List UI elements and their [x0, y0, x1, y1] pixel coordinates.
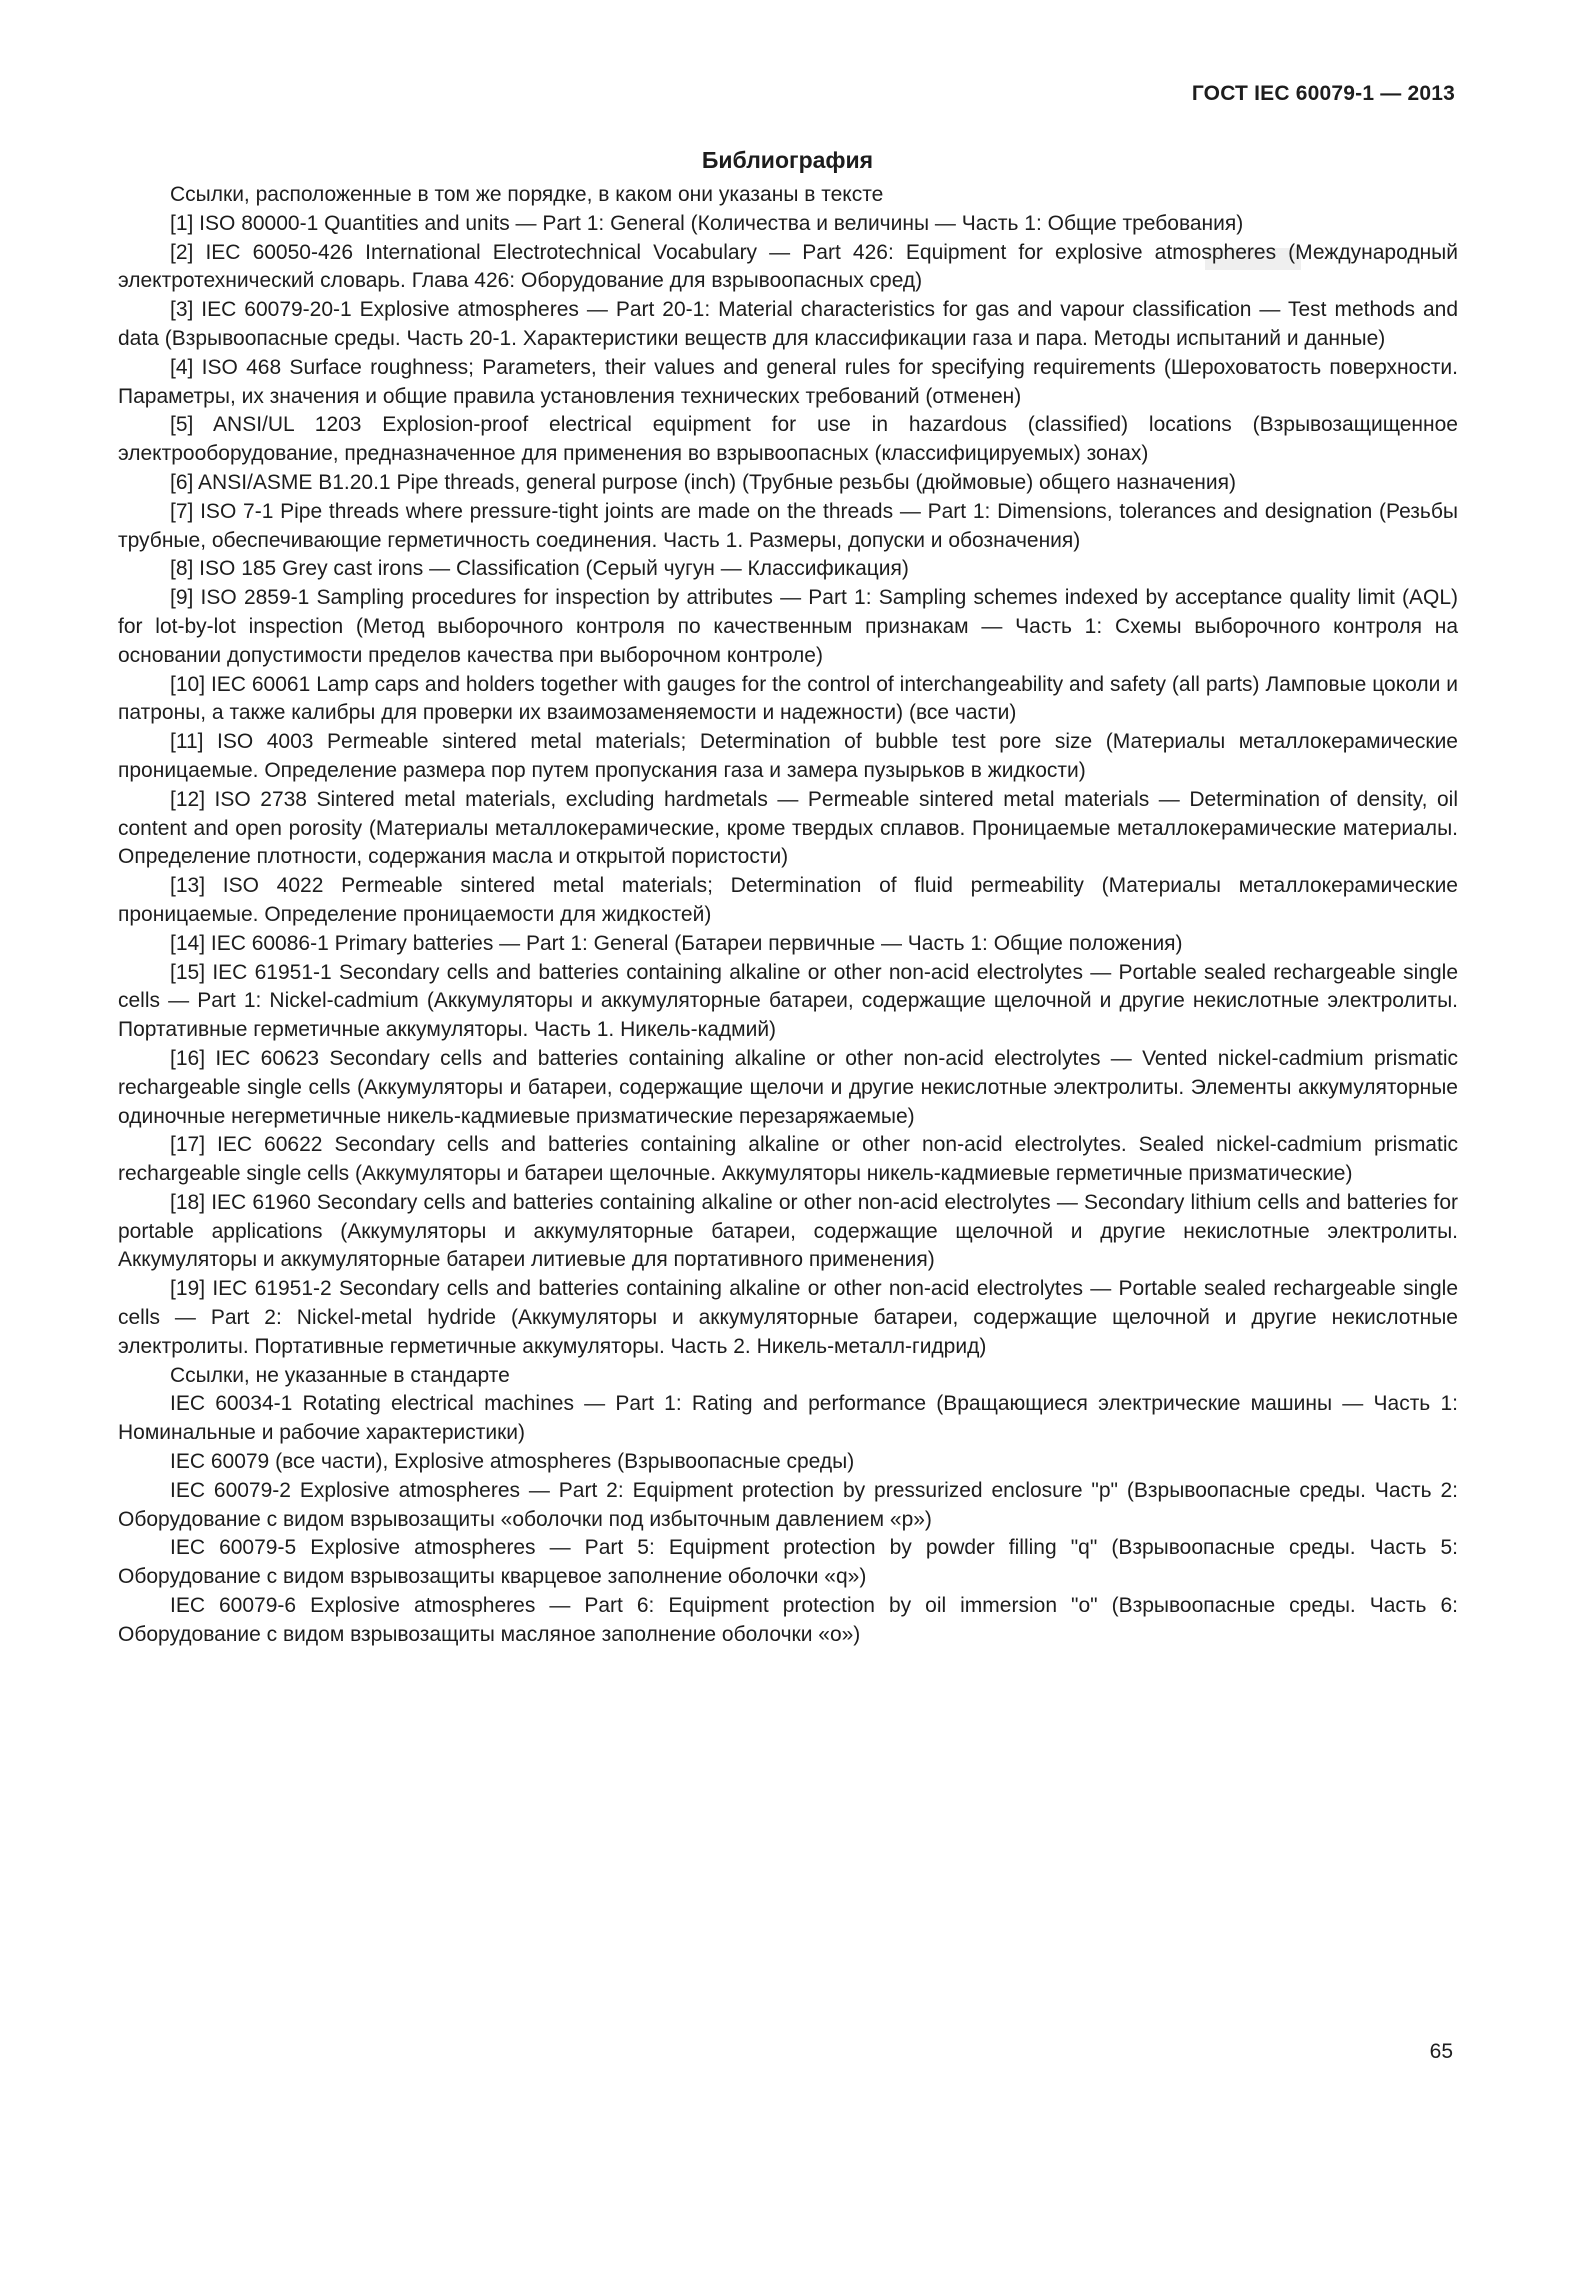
- bibliography-entry: [17] IEC 60622 Secondary cells and batteries containing alkaline or other non-acid electrolytes. Sealed nickel-cadmium prismatic rechargeable single cells (Аккумуляторы и батареи щелочные. Аккумуляторы никель-кадмиевые герметичные призматические): [118, 1133, 1458, 1186]
- bibliography-entry: [9] ISO 2859-1 Sampling procedures for inspection by attributes — Part 1: Sampling schemes indexed by acceptance quality limit (AQL) for lot-by-lot inspection (Метод выборочного контроля по качественным признакам — Часть 1: Схемы выборочного контроля на основании допустимости пределов качества при выборочном контроле): [118, 586, 1458, 667]
- page-title: Библиография: [701, 147, 874, 174]
- bibliography-entry: [13] ISO 4022 Permeable sintered metal materials; Determination of fluid permeability (Материалы металлокерамические проницаемые. Определение проницаемости для жидкостей): [118, 874, 1458, 926]
- bibliography-entry: [6] ANSI/ASME B1.20.1 Pipe threads, general purpose (inch) (Трубные резьбы (дюймовые) общего назначения): [170, 470, 1236, 494]
- bibliography-entry: [18] IEC 61960 Secondary cells and batteries containing alkaline or other non-acid electrolytes — Secondary lithium cells and batteries for portable applications (Аккумуляторы и аккумуляторные батареи, содержащие щелочной и другие некислотные электролиты. Аккумуляторы и аккумуляторные батареи литиевые для портативного применения): [118, 1190, 1458, 1272]
- bibliography-entry: [15] IEC 61951-1 Secondary cells and batteries containing alkaline or other non-acid electrolytes — Portable sealed rechargeable single cells — Part 1: Nickel-cadmium (Аккумуляторы и аккумуляторные батареи, содержащие щелочной и другие некислотные электролиты. Портативные герметичные аккумуляторы. Часть 1. Никель-кадмий): [118, 960, 1458, 1042]
- bibliography-entry: IEC 60034-1 Rotating electrical machines — Part 1: Rating and performance (Вращающиеся электрические машины — Часть 1: Номинальные и рабочие характеристики): [118, 1392, 1458, 1445]
- bibliography-entry: [1] ISO 80000-1 Quantities and units — Part 1: General (Количества и величины — Часть 1: Общие требования): [170, 211, 1244, 235]
- bibliography-entry: [3] IEC 60079-20-1 Explosive atmospheres — Part 20-1: Material characteristics for gas and vapour classification — Test methods and data (Взрывоопасные среды. Часть 20-1. Характеристики веществ для классификации газа и пара. Методы испытаний и данные): [118, 298, 1458, 350]
- bibliography-entry: [14] IEC 60086-1 Primary batteries — Part 1: General (Батареи первичные — Часть 1: Общие положения): [170, 931, 1183, 955]
- bibliography-entry: IEC 60079-6 Explosive atmospheres — Part 6: Equipment protection by oil immersion "o" (Взрывоопасные среды. Часть 6: Оборудование с видом взрывозащиты масляное заполнение оболочки «о»): [118, 1594, 1458, 1646]
- bibliography-entry: Ссылки, не указанные в стандарте: [170, 1363, 510, 1387]
- bibliography-entry: [8] ISO 185 Grey cast irons — Classification (Серый чугун — Классификация): [170, 557, 909, 581]
- bibliography-entry: [10] IEC 60061 Lamp caps and holders together with gauges for the control of interchangeability and safety (all parts) Ламповые цоколи и патроны, а также калибры для проверки их взаимозаменяемости и надежности) (все части): [118, 672, 1458, 725]
- bibliography-entry: IEC 60079-2 Explosive atmospheres — Part 2: Equipment protection by pressurized enclosure "p" (Взрывоопасные среды. Часть 2: Оборудование с видом взрывозащиты «оболочки под избыточным давлением «р»): [118, 1478, 1458, 1531]
- bibliography-entry: [11] ISO 4003 Permeable sintered metal materials; Determination of bubble test pore size (Материалы металлокерамические проницаемые. Определение размера пор путем пропускания газа и замера пузырьков в жидкости): [118, 730, 1458, 782]
- bibliography-entry: [5] ANSI/UL 1203 Explosion-proof electrical equipment for use in hazardous (classified) locations (Взрывозащищенное электрооборудование, предназначенное для применения во взрывоопасных (классифицируемых) зонах): [118, 413, 1458, 466]
- bibliography: [118, 181, 1458, 1650]
- bibliography-entry: Ссылки, расположенные в том же порядке, в каком они указаны в тексте: [170, 183, 884, 206]
- bibliography-entry: IEC 60079-5 Explosive atmospheres — Part 5: Equipment protection by powder filling "q" (Взрывоопасные среды. Часть 5: Оборудование с видом взрывозащиты кварцевое заполнение оболочки «q»): [118, 1536, 1458, 1589]
- bibliography-entry: [7] ISO 7-1 Pipe threads where pressure-tight joints are made on the threads — Part 1: Dimensions, tolerances and designation (Резьбы трубные, обеспечивающие герметичность соединения. Часть 1. Размеры, допуски и обозначения): [118, 499, 1458, 552]
- page-number: 65: [1429, 2040, 1453, 2063]
- bibliography-entry: [16] IEC 60623 Secondary cells and batteries containing alkaline or other non-acid electrolytes — Vented nickel-cadmium prismatic rechargeable single cells (Аккумуляторы и батареи, содержащие щелочи и другие некислотные электролиты. Элементы аккумуляторные одиночные негерметичные никель-кадмиевые призматические перезаряжаемые): [118, 1046, 1458, 1128]
- bibliography-entry: [2] IEC 60050-426 International Electrotechnical Vocabulary — Part 426: Equipment for explosive atmospheres (Международный электротехнический словарь. Глава 426: Оборудование для взрывоопасных сред): [118, 240, 1458, 293]
- bibliography-entry: [4] ISO 468 Surface roughness; Parameters, their values and general rules for specifying requirements (Шероховатость поверхности. Параметры, их значения и общие правила установления технических требований (отменен): [118, 355, 1458, 408]
- bibliography-entry: IEC 60079 (все части), Explosive atmospheres (Взрывоопасные среды): [170, 1450, 855, 1474]
- bibliography-entry: [19] IEC 61951-2 Secondary cells and batteries containing alkaline or other non-acid electrolytes — Portable sealed rechargeable single cells — Part 2: Nickel-metal hydride (Аккумуляторы и аккумуляторные батареи, содержащие щелочной и другие некислотные электролиты. Портативные герметичные аккумуляторы. Часть 2. Никель-металл-гидрид): [118, 1277, 1458, 1358]
- document-header: ГОСТ IEC 60079-1 — 2013: [1191, 82, 1455, 105]
- bibliography-entry: [12] ISO 2738 Sintered metal materials, excluding hardmetals — Permeable sintered metal materials — Determination of density, oil content and open porosity (Материалы металлокерамические, кроме твердых сплавов. Проницаемые металлокерамические материалы. Определение плотности, содержания масла и открытой пористости): [118, 787, 1458, 869]
